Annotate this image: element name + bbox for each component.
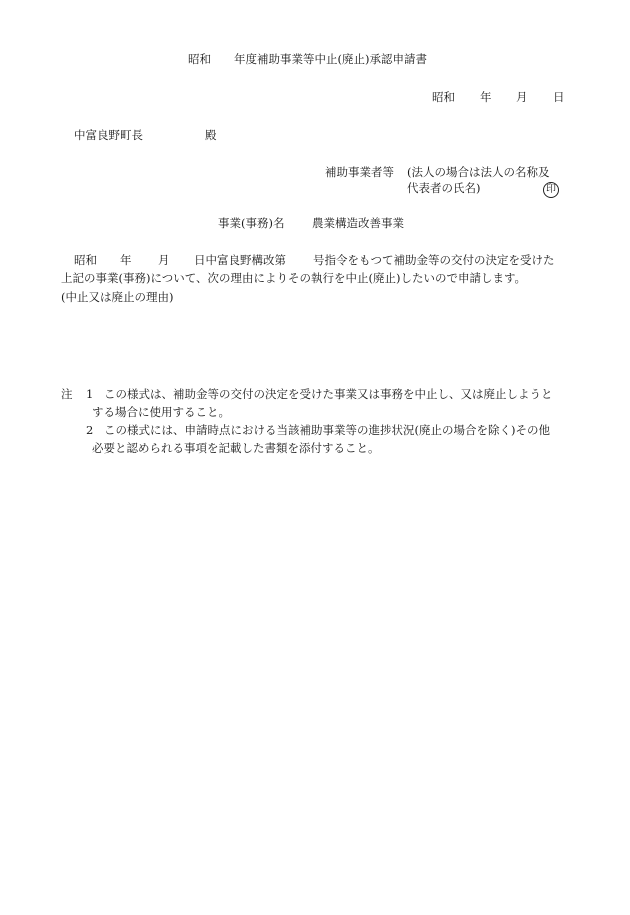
project-label: 事業(事務)名 [218,216,285,230]
reason-label: (中止又は廃止の理由) [61,290,174,304]
note-number: 1 [86,387,94,401]
notes-prefix: 注 [61,387,73,401]
body-line1-tail: 号指令をもつて補助金等の交付の決定を受けた [313,253,555,267]
body-year: 年 [120,253,132,267]
date-day: 日 [553,90,565,104]
addressee-honorific: 殿 [205,128,217,142]
project-value: 農業構造改善事業 [312,216,404,230]
date-year: 年 [480,90,492,104]
note-2-line2: 必要と認められる事項を記載した書類を添付すること。 [92,441,380,455]
body-era: 昭和 [74,253,97,267]
date-era: 昭和 [432,90,455,104]
note-2-line1: この様式には、申請時点における当該補助事業等の進捗状況(廃止の場合を除く)その他 [104,423,550,437]
note-number: 2 [86,423,94,437]
applicant-label: 補助事業者等 [325,165,394,179]
applicant-note-line2: 代表者の氏名) [407,181,481,195]
body-month: 月 [158,253,170,267]
body-directive: 日中富良野構改第 [194,253,286,267]
date-month: 月 [516,90,528,104]
seal-glyph: 印 [543,182,559,198]
body-line2: 上記の事業(事務)について、次の理由によりその執行を中止(廃止)したいので申請します。 [61,271,527,285]
seal-mark [543,180,559,198]
applicant-note-line1: (法人の場合は法人の名称及 [407,165,550,179]
addressee-name: 中富良野町長 [74,128,143,142]
title-era: 昭和 [188,52,211,66]
note-1-line1: この様式は、補助金等の交付の決定を受けた事業又は事務を中止し、又は廃止しようと [104,387,553,401]
page-title: 年度補助事業等中止(廃止)承認申請書 [234,52,427,66]
note-1-line2: する場合に使用すること。 [92,405,230,419]
